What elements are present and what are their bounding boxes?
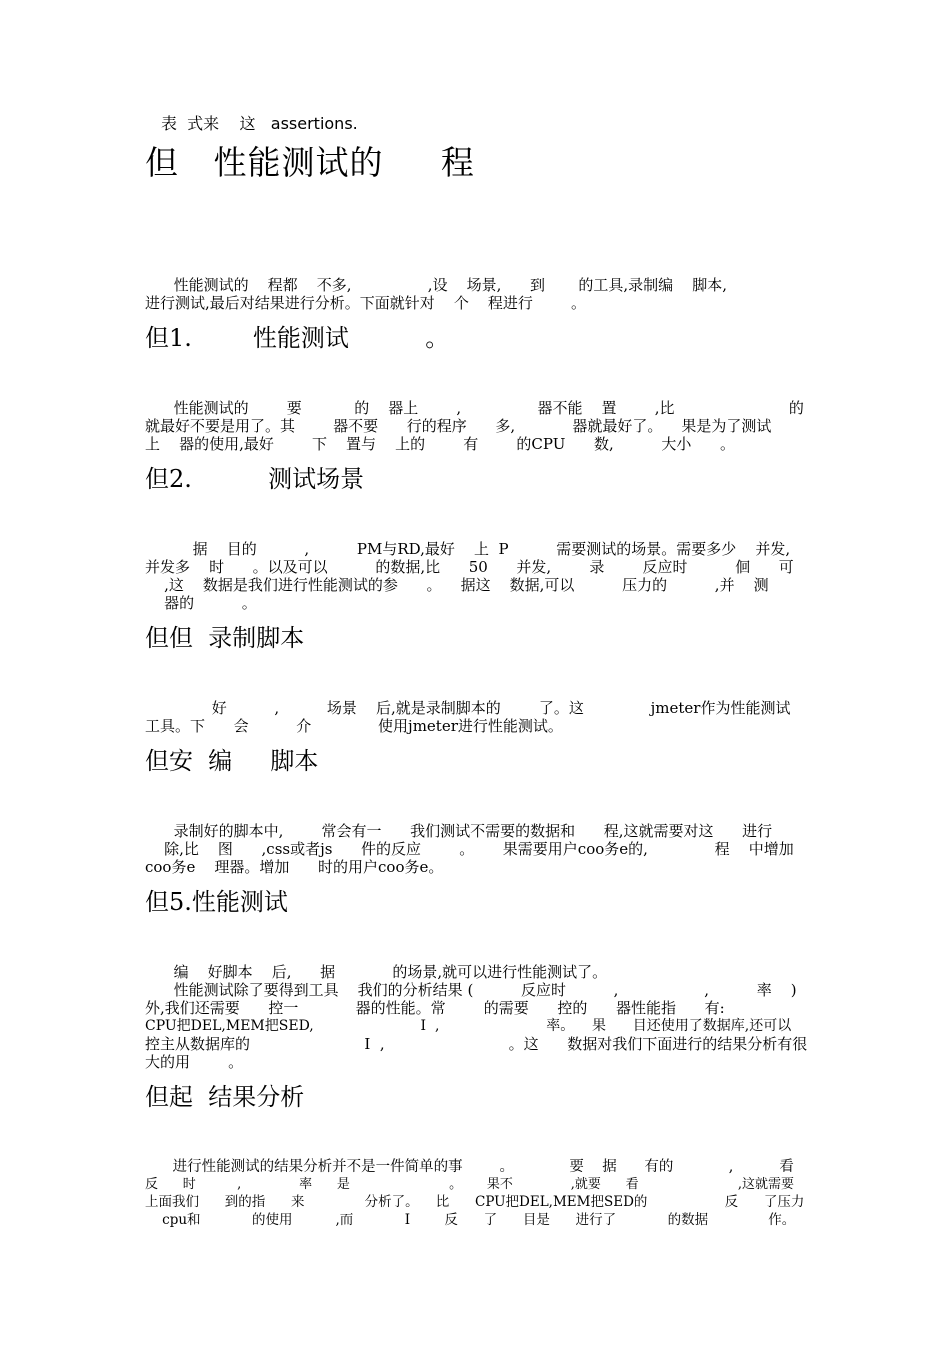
section-heading-1: 但1. 性能测试 。 — [145, 324, 450, 352]
section-4-line-3: coo务e 理器。增加 时的用户coo务e。 — [145, 858, 444, 876]
section-2-line-3: ,这 数据是我们进行性能测试的参 。 据这 数据,可以 压力的 ,并 测 — [145, 576, 769, 594]
section-heading-5: 但5.性能测试 — [145, 888, 288, 916]
section-6-line-4: cpu和 的使用 ,而 I 反 了 目是 进行了 的数据 作。 — [145, 1212, 796, 1228]
section-1-line-2: 就最好不要是用了。其 器不要 行的程序 多, 器就最好了。 果是为了测试 — [145, 417, 772, 435]
section-5-line-4: CPU把DEL,MEM把SED, I , 率。 果 目还使用了数据库,还可以 — [145, 1018, 792, 1034]
section-heading-2: 但2. 测试场景 — [145, 465, 365, 493]
section-2-line-4: 器的 。 — [145, 594, 257, 612]
section-5-line-2: 性能测试除了要得到工具 我们的分析结果 ( 反应时 , , 率 ) — [145, 981, 797, 999]
section-5-line-5: 控主从数据库的 I , 。这 数据对我们下面进行的结果分析有很 — [145, 1035, 808, 1053]
section-5-line-6: 大的用 。 — [145, 1053, 244, 1071]
section-6-line-2: 反 时 , 率 是 。 果不 ,就要 看 ,这就需要 — [145, 1177, 794, 1192]
section-6-line-3: 上面我们 到的指 来 分析了。 比 CPU把DEL,MEM把SED的 反 了压力 — [145, 1194, 805, 1210]
section-6-line-1: 进行性能测试的结果分析并不是一件简单的事 。 要 据 有的 , 看 — [145, 1159, 794, 1175]
section-2-line-2: 并发多 时 。以及可以 的数据,比 50 并发, 录 反应时 佪 可 — [145, 558, 794, 576]
section-1-line-1: 性能测试的 要 的 器上 , 器不能 置 ,比 的 — [145, 399, 804, 417]
top-fragment-line: 表 式来 这 assertions. — [161, 114, 358, 133]
intro-paragraph-line-2: 进行测试,最后对结果进行分析。下面就针对 个 程进行 。 — [145, 294, 587, 312]
section-5-line-1: 编 好脚本 后, 据 的场景,就可以进行性能测试了。 — [145, 963, 608, 981]
section-3-line-2: 工具。下 会 介 使用jmeter进行性能测试。 — [145, 717, 563, 735]
section-heading-4: 但安 编 脚本 — [145, 747, 319, 775]
section-4-line-2: 除,比 图 ,css或者js 件的反应 。 果需要用户coo务e的, 程 中增加 — [145, 840, 794, 858]
intro-paragraph-line-1: 性能测试的 程都 不多, ,设 场景, 到 的工具,录制编 脚本, — [145, 276, 728, 294]
section-heading-3: 但但 录制脚本 — [145, 624, 305, 652]
section-5-line-3: 外,我们还需要 控一 器的性能。常 的需要 控的 器性能指 有: — [145, 999, 725, 1017]
section-4-line-1: 录制好的脚本中, 常会有一 我们测试不需要的数据和 程,这就需要对这 进行 — [145, 822, 773, 840]
section-1-line-3: 上 器的使用,最好 下 置与 上的 有 的CPU 数, 大小 。 — [145, 435, 736, 453]
section-3-line-1: 好 , 场景 后,就是录制脚本的 了。这 jmeter作为性能测试 — [145, 699, 791, 717]
section-heading-6: 但起 结果分析 — [145, 1083, 305, 1111]
page-title: 但 性能测试的 程 — [145, 143, 475, 182]
section-2-line-1: 据 目的 , PM与RD,最好 上 P 需要测试的场景。需要多少 并发, — [145, 540, 791, 558]
